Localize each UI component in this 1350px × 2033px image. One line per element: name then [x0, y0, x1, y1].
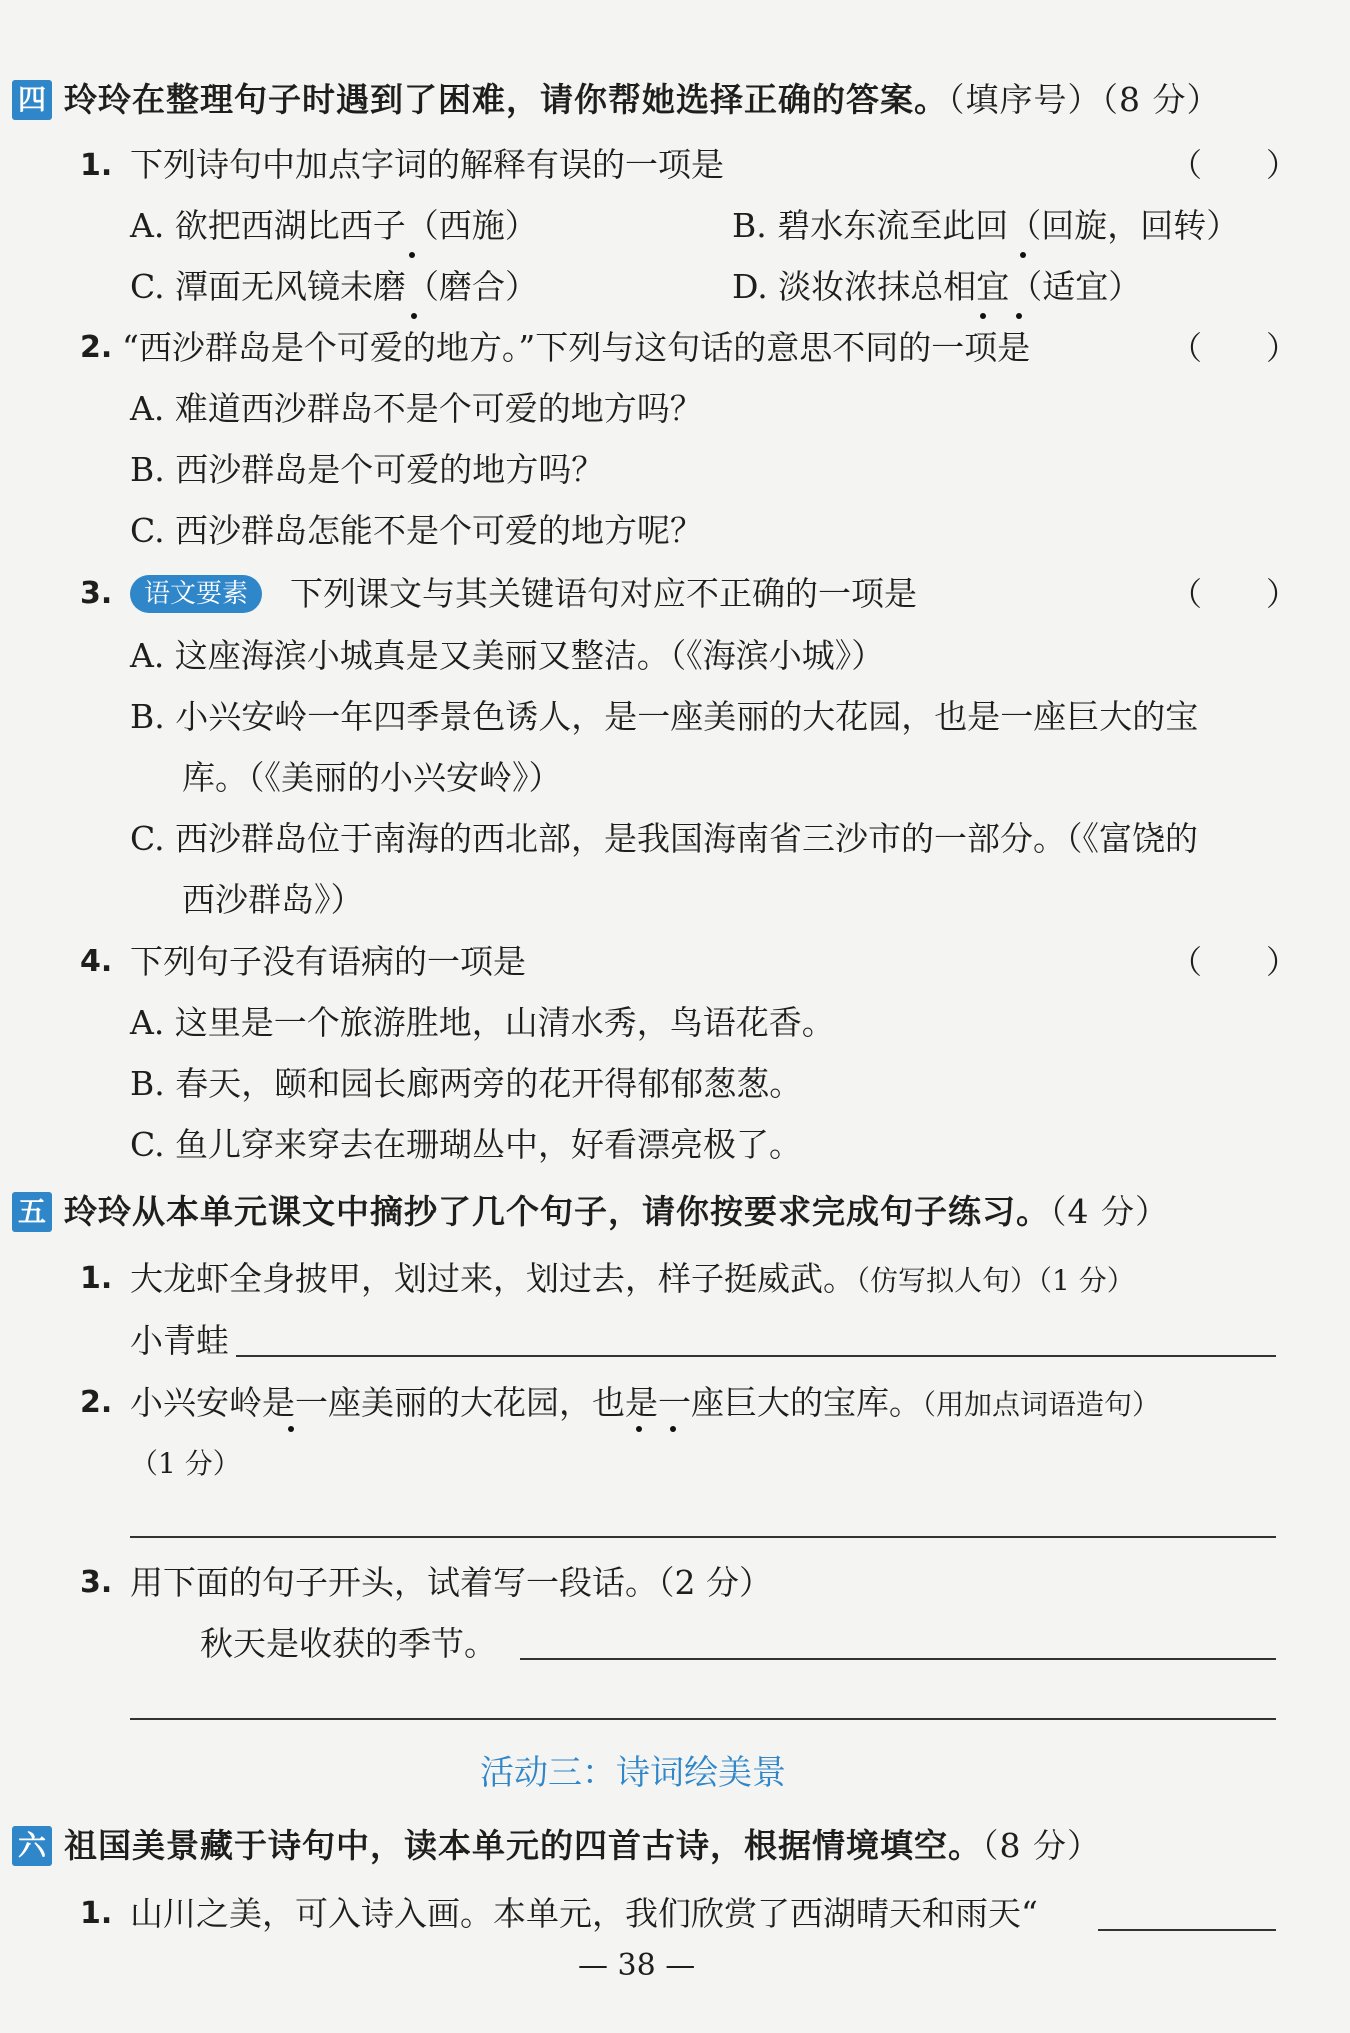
- q5-2-sentence: 小兴安岭是一座美丽的大花园，也是一座巨大的宝库。: [130, 1383, 922, 1422]
- section-6-points: （8 分）: [982, 1826, 1101, 1865]
- q4-1-option-d: D. 淡妆浓抹总相宜（适宜）: [732, 267, 1142, 306]
- q4-3-option-b-line2: 库。（《美丽的小兴安岭》）: [182, 758, 562, 797]
- section-5-points: （4 分）: [1050, 1192, 1169, 1231]
- q5-3-prefix: 秋天是收获的季节。: [200, 1624, 497, 1663]
- emphasis-dot: [670, 1426, 676, 1432]
- section-4-badge: 四: [12, 80, 52, 120]
- q4-1-option-a: A. 欲把西湖比西子（西施）: [130, 206, 538, 245]
- q4-1-option-c: C. 潭面无风镜未磨（磨合）: [130, 267, 539, 306]
- q4-4-stem: 下列句子没有语病的一项是: [130, 942, 526, 981]
- section-4-title: [64, 77, 1221, 123]
- q4-1-stem: 下列诗句中加点字词的解释有误的一项是: [130, 145, 724, 184]
- q4-3-option-c-line2: 西沙群岛》）: [182, 880, 364, 919]
- q5-2-note-points: （1 分）: [130, 1447, 241, 1480]
- q4-4-option-c: C. 鱼儿穿来穿去在珊瑚丛中，好看漂亮极了。: [130, 1125, 803, 1164]
- q5-3-stem: 用下面的句子开头，试着写一段话。（2 分）: [130, 1563, 772, 1602]
- section-4-points: （填序号）（8 分）: [948, 80, 1221, 119]
- q4-3-option-a: A. 这座海滨小城真是又美丽又整洁。（《海滨小城》）: [130, 636, 885, 675]
- q4-1-answer-paren[interactable]: （ ）: [1170, 146, 1299, 184]
- emphasis-dot: [1016, 313, 1022, 319]
- q4-3-answer-paren[interactable]: （ ）: [1170, 575, 1299, 613]
- section-5-badge: 五: [12, 1192, 52, 1232]
- q5-3-number: 3.: [80, 1565, 113, 1600]
- q5-2-note: （用加点词语造句）: [922, 1388, 1161, 1421]
- q6-1-number: 1.: [80, 1896, 113, 1931]
- emphasis-dot: [980, 313, 986, 319]
- q4-3-option-c-line1: C. 西沙群岛位于南海的西北部，是我国海南省三沙市的一部分。（《富饶的: [130, 819, 1199, 858]
- q4-2-option-b: B. 西沙群岛是个可爱的地方吗？: [130, 450, 605, 489]
- q5-1-sentence: 大龙虾全身披甲，划过来，划过去，样子挺威武。: [130, 1259, 856, 1298]
- q4-4-option-b: B. 春天，颐和园长廊两旁的花开得郁郁葱葱。: [130, 1064, 803, 1103]
- emphasis-dot: [1020, 252, 1026, 258]
- q4-4-number: 4.: [80, 944, 113, 979]
- page-number: — 38 —: [578, 1948, 696, 1983]
- section-4-title-text: 玲玲在整理句子时遇到了困难，请你帮她选择正确的答案。: [64, 80, 948, 119]
- q5-3-answer-line-1[interactable]: [520, 1658, 1276, 1660]
- q5-2-answer-line[interactable]: [130, 1536, 1276, 1538]
- q5-1-number: 1.: [80, 1261, 113, 1296]
- q6-1-stem: 山川之美，可入诗入画。本单元，我们欣赏了西湖晴天和雨天“: [130, 1894, 1038, 1933]
- q4-3-stem: 下列课文与其关键语句对应不正确的一项是: [290, 574, 917, 613]
- q4-1-number: 1.: [80, 148, 113, 183]
- section-5-title: [64, 1189, 1169, 1235]
- q5-2-number: 2.: [80, 1385, 113, 1420]
- q4-2-answer-paren[interactable]: （ ）: [1170, 329, 1299, 367]
- activity-3-title: 活动三：诗词绘美景: [480, 1753, 786, 1793]
- emphasis-dot: [636, 1426, 642, 1432]
- emphasis-dot: [411, 313, 417, 319]
- section-6-title-text: 祖国美景藏于诗句中，读本单元的四首古诗，根据情境填空。: [64, 1826, 982, 1865]
- chinese-element-tag: 语文要素: [130, 575, 262, 613]
- q4-2-option-a: A. 难道西沙群岛不是个可爱的地方吗？: [130, 389, 703, 428]
- q5-3-answer-line-2[interactable]: [130, 1718, 1276, 1720]
- emphasis-dot: [288, 1426, 294, 1432]
- q4-4-option-a: A. 这里是一个旅游胜地，山清水秀，鸟语花香。: [130, 1003, 835, 1042]
- q4-4-answer-paren[interactable]: （ ）: [1170, 943, 1299, 981]
- section-6-title: [64, 1823, 1101, 1869]
- section-6-badge: 六: [12, 1826, 52, 1866]
- section-5-title-text: 玲玲从本单元课文中摘抄了几个句子，请你按要求完成句子练习。: [64, 1192, 1050, 1231]
- q6-1-answer-line[interactable]: [1098, 1929, 1276, 1931]
- q4-3-option-b-line1: B. 小兴安岭一年四季景色诱人，是一座美丽的大花园，也是一座巨大的宝: [130, 697, 1199, 736]
- q5-1-note: （仿写拟人句）（1 分）: [856, 1264, 1135, 1297]
- q5-1-stem: [130, 1256, 1135, 1304]
- q4-2-number: 2.: [80, 330, 113, 365]
- emphasis-dot: [409, 252, 415, 258]
- q4-3-number: 3.: [80, 576, 113, 611]
- q4-2-stem: “西沙群岛是个可爱的地方。”下列与这句话的意思不同的一项是: [122, 328, 1031, 367]
- q5-2-stem: [130, 1380, 1160, 1428]
- q5-1-prefix: 小青蛙: [130, 1321, 229, 1360]
- q5-1-answer-line[interactable]: [236, 1355, 1276, 1357]
- q4-2-option-c: C. 西沙群岛怎能不是个可爱的地方呢？: [130, 511, 704, 550]
- q4-1-option-b: B. 碧水东流至此回（回旋，回转）: [732, 206, 1240, 245]
